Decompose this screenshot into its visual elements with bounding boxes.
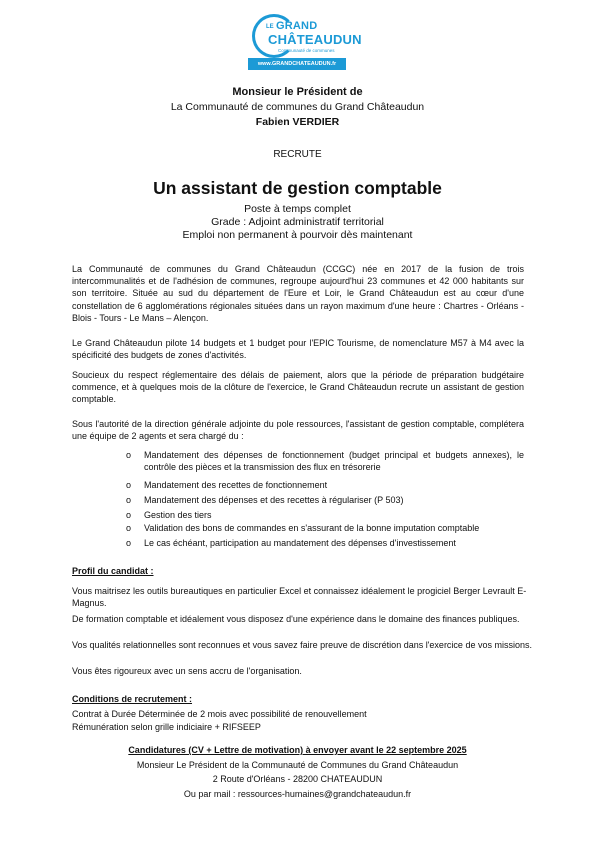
job-schedule: Poste à temps complet (244, 203, 351, 215)
profile-paragraph-3: Vos qualités relationnelles sont reconnues et vous savez faire preuve de discrétion dans l'exercice de vos missions. (72, 640, 532, 650)
profile-paragraph-1: Vous maitrisez les outils bureautiques en particulier Excel et connaissez idéalement le progiciel Berger Levrault E-Magnus. (72, 586, 527, 609)
conditions-heading: Conditions de recrutement : (72, 694, 193, 704)
job-grade: Grade : Adjoint administratif territorial (211, 216, 384, 228)
job-title: Un assistant de gestion comptable (153, 178, 442, 198)
mission-text: Validation des bons de commandes en s'assurant de la bonne imputation comptable (144, 523, 480, 533)
intro-paragraph-2: Le Grand Châteaudun pilote 14 budgets et 1 budget pour l'EPIC Tourisme, de nomenclature M57 à M4 avec la spécificité des budgets de zones d'activités. (72, 338, 524, 361)
mission-text: Mandatement des recettes de fonctionnement (144, 480, 328, 490)
mission-text: Le cas échéant, participation au mandatement des dépenses d'investissement (144, 538, 456, 548)
intro-paragraph-1: La Communauté de communes du Grand Châteaudun (CCGC) née en 2017 de la fusion de trois intercommunalités et de l'adhésion de communes, regroupe aujourd'hui 23 communes et 42 000 habitants sur son territoire. Située au sud du département de l'Eure et Loir, le Grand Châteaudun est au cœur d'une constellation de 6 agglomérations régionales situées dans un rayon maximum d'une heure : Chartres - Orléans - Blois - Tours - Le Mans – Alençon. (72, 264, 524, 323)
conditions-contract: Contrat à Durée Déterminée de 2 mois avec possibilité de renouvellement (72, 709, 367, 719)
profile-paragraph-4: Vous êtes rigoureux avec un sens accru de l'organisation. (72, 666, 302, 676)
bullet-marker: o (126, 538, 132, 548)
mission-item (126, 522, 524, 534)
logo-chateaudun: CHÂTEAUDUN (268, 32, 362, 47)
logo-website: www.GRANDCHATEAUDUN.fr (248, 58, 346, 70)
bullet-marker: o (126, 510, 132, 520)
community-name: La Communauté de communes du Grand Châteaudun (170, 101, 425, 113)
intro-paragraph-3: Soucieux du respect réglementaire des délais de paiement, alors que la période de préparation budgétaire commence, et à quelques mois de la clôture de l'exercice, le Grand Châteaudun recrute un assistant de gestion comptable. (72, 370, 524, 405)
mission-item (126, 494, 524, 506)
job-contract-type: Emploi non permanent à pourvoir dès maintenant (182, 229, 413, 241)
mission-item (126, 537, 524, 549)
logo-grand: GRAND (276, 20, 318, 32)
application-heading: Candidatures (CV + Lettre de motivation) à envoyer avant le 22 septembre 2025 (128, 745, 467, 755)
profile-paragraph-2: De formation comptable et idéalement vous disposez d'une expérience dans le domaine des finances publiques. (72, 614, 520, 624)
intro-paragraph-4: Sous l'autorité de la direction générale adjointe du pole ressources, l'assistant de gestion comptable, complétera une équipe de 2 agents et sera chargé du : (72, 419, 524, 442)
bullet-marker: o (126, 450, 132, 460)
president-name: Fabien VERDIER (255, 116, 340, 128)
grand-chateaudun-logo (248, 12, 362, 72)
logo-tagline: Communauté de communes (278, 48, 335, 53)
application-email[interactable]: Ou par mail : ressources-humaines@grandchateaudun.fr (183, 789, 412, 799)
application-recipient: Monsieur Le Président de la Communauté de Communes du Grand Châteaudun (136, 760, 459, 770)
mission-item (126, 449, 524, 473)
mission-text: Gestion des tiers (144, 510, 212, 520)
mission-item (126, 479, 524, 491)
bullet-marker: o (126, 480, 132, 490)
application-address: 2 Route d'Orléans - 28200 CHATEAUDUN (212, 774, 383, 784)
profile-heading: Profil du candidat : (72, 566, 154, 576)
bullet-marker: o (126, 523, 132, 533)
recruits-label: RECRUTE (273, 149, 322, 160)
addressee: Monsieur le Président de (232, 86, 363, 98)
bullet-marker: o (126, 495, 132, 505)
logo-le: LE (266, 24, 274, 30)
mission-text: Mandatement des dépenses et des recettes à régulariser (P 503) (144, 495, 404, 505)
mission-item (126, 509, 524, 521)
conditions-salary: Rémunération selon grille indiciaire + RIFSEEP (72, 722, 261, 732)
mission-text: Mandatement des dépenses de fonctionnement (budget principal et budgets annexes), le contrôle des pièces et la transmission des flux en trésorerie (144, 450, 524, 472)
